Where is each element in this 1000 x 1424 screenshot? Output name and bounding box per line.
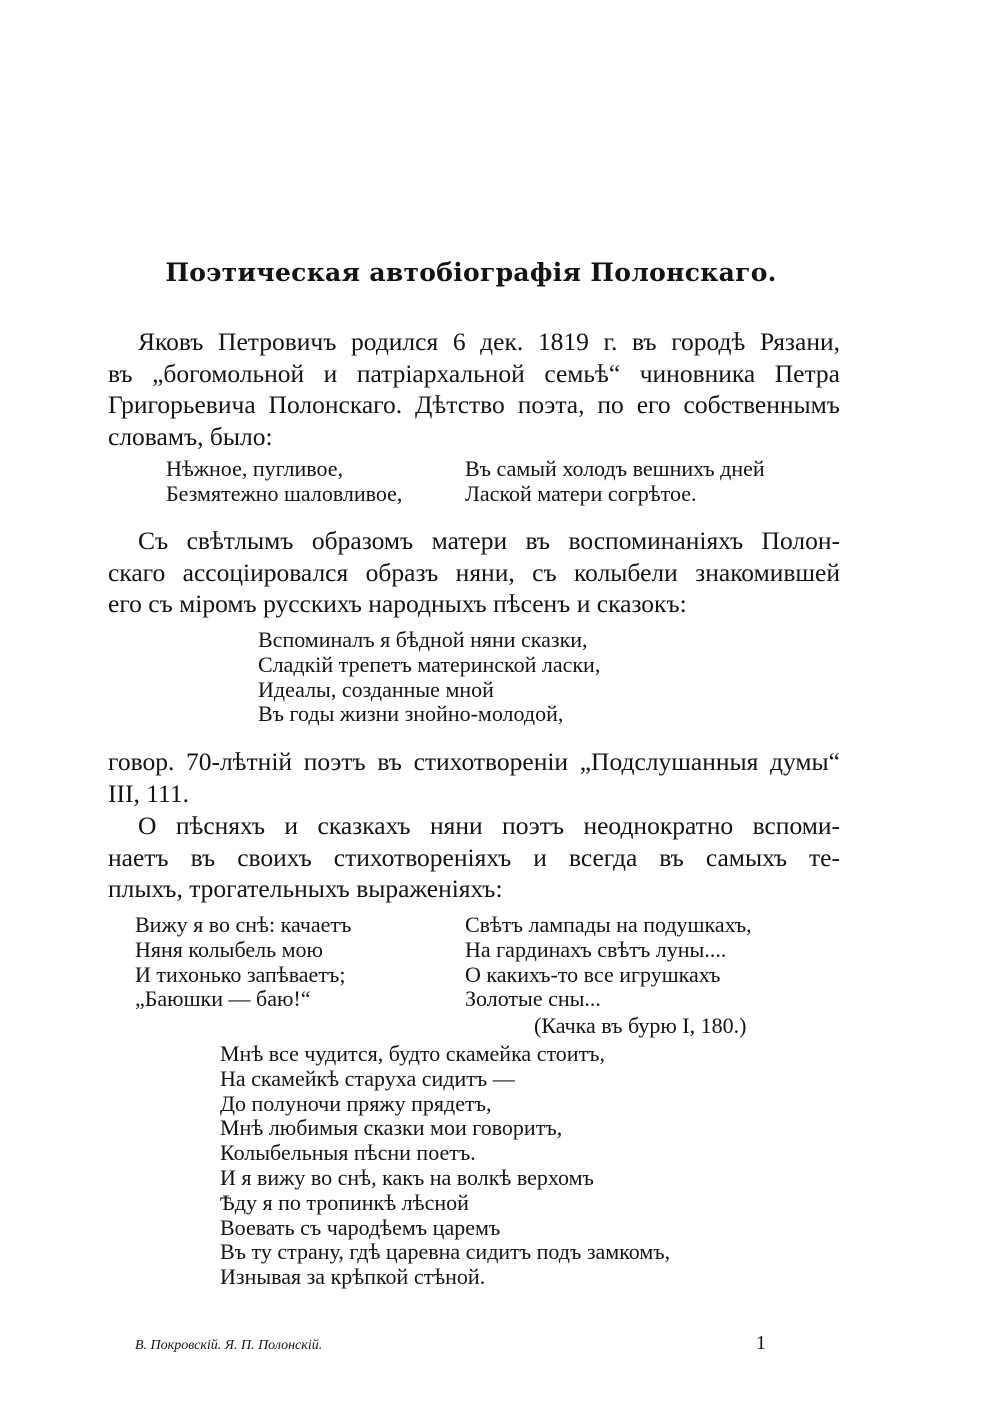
- text-line: плыхъ, трогательныхъ выраженіяхъ:: [108, 874, 503, 903]
- text-line: скаго ассоціировался образъ няни, съ колыбели знакомившей: [108, 557, 840, 587]
- footer-signature: В. Покровскій. Я. П. Полонскій.: [135, 1338, 323, 1353]
- verse-line: До полуночи пряжу прядетъ,: [220, 1090, 492, 1116]
- verse-line: Золотые сны...: [465, 986, 601, 1012]
- verse-line: Воевать съ чародѣемъ царемъ: [220, 1214, 501, 1240]
- text-line: его съ міромъ русскихъ народныхъ пѣсенъ и сказокъ:: [108, 589, 687, 618]
- verse-line: Сладкій трепетъ материнской ласки,: [258, 651, 601, 677]
- text-line: словамъ, было:: [108, 421, 273, 451]
- verse-line: Мнѣ все чудится, будто скамейка стоитъ,: [220, 1041, 606, 1066]
- verse-line: Лаской матери согрѣтое.: [465, 480, 697, 506]
- verse-line: И я вижу во снѣ, какъ на волкѣ верхомъ: [220, 1164, 594, 1190]
- verse-line: Вижу я во снѣ: качаетъ: [135, 912, 352, 937]
- text-line: Григорьевича Полонскаго. Дѣтство поэта, по его собственнымъ: [108, 390, 840, 419]
- text-line: говор. 70-лѣтній поэтъ въ стихотвореніи „Подслушанныя думы“: [108, 747, 840, 776]
- verse-line: Мнѣ любимыя сказки мои говоритъ,: [220, 1115, 563, 1141]
- verse-childhood-left: [166, 457, 402, 507]
- verse-source: (Качка въ бурю I, 180.): [534, 1013, 747, 1038]
- paragraph-songs: [108, 810, 840, 905]
- verse-old-woman: [220, 1042, 670, 1290]
- verse-line: Въ ту страну, гдѣ царевна сидитъ подъ замкомъ,: [220, 1239, 671, 1265]
- verse-line: На гардинахъ свѣтъ луны....: [465, 936, 727, 962]
- text-line: въ „богомольной и патріархальной семьѣ“ чиновника Петра: [108, 358, 840, 388]
- verse-line: „Баюшки — баю!“: [135, 986, 311, 1012]
- verse-line: Нѣжное, пугливое,: [166, 456, 344, 481]
- verse-line: Свѣтъ лампады на подушкахъ,: [465, 912, 752, 937]
- paragraph-birth: [108, 326, 840, 452]
- text-line: III, 111.: [108, 778, 189, 808]
- verse-dream-right: [465, 913, 752, 1012]
- text-line: Съ свѣтлымъ образомъ матери въ воспоминаніяхъ Полон-: [138, 526, 840, 555]
- text-line: Яковъ Петровичъ родился 6 дек. 1819 г. въ городѣ Рязани,: [138, 327, 840, 356]
- verse-line: Няня колыбель мою: [135, 936, 323, 962]
- verse-line: На скамейкѣ старуха сидитъ —: [220, 1065, 515, 1091]
- verse-overheard-thoughts: [258, 628, 600, 727]
- verse-line: Изнывая за крѣпкой стѣной.: [220, 1264, 486, 1290]
- verse-line: Въ годы жизни знойно-молодой,: [258, 701, 564, 727]
- page-number: 1: [756, 1332, 766, 1354]
- page-title: Поэтическая автобіографія Полонскаго.: [165, 258, 777, 287]
- verse-childhood-right: [465, 457, 765, 507]
- verse-line: И тихонько запѣваетъ;: [135, 961, 346, 987]
- verse-line: О какихъ-то все игрушкахъ: [465, 961, 721, 987]
- verse-line: Ѣду я по тропинкѣ лѣсной: [220, 1189, 469, 1215]
- verse-line: Безмятежно шаловливое,: [166, 480, 403, 506]
- verse-dream-left: [135, 913, 351, 1012]
- paragraph-citation: [108, 746, 840, 809]
- text-line: О пѣсняхъ и сказкахъ няни поэтъ неоднократно вспоми-: [138, 811, 840, 840]
- paragraph-nanny: [108, 525, 840, 620]
- verse-line: Вспоминалъ я бѣдной няни сказки,: [258, 627, 588, 652]
- verse-line: Идеалы, созданные мной: [258, 676, 494, 702]
- verse-line: Колыбельныя пѣсни поетъ.: [220, 1140, 476, 1166]
- verse-line: Въ самый холодъ вешнихъ дней: [465, 456, 765, 481]
- text-line: наетъ въ своихъ стихотвореніяхъ и всегда въ самыхъ те-: [108, 842, 840, 872]
